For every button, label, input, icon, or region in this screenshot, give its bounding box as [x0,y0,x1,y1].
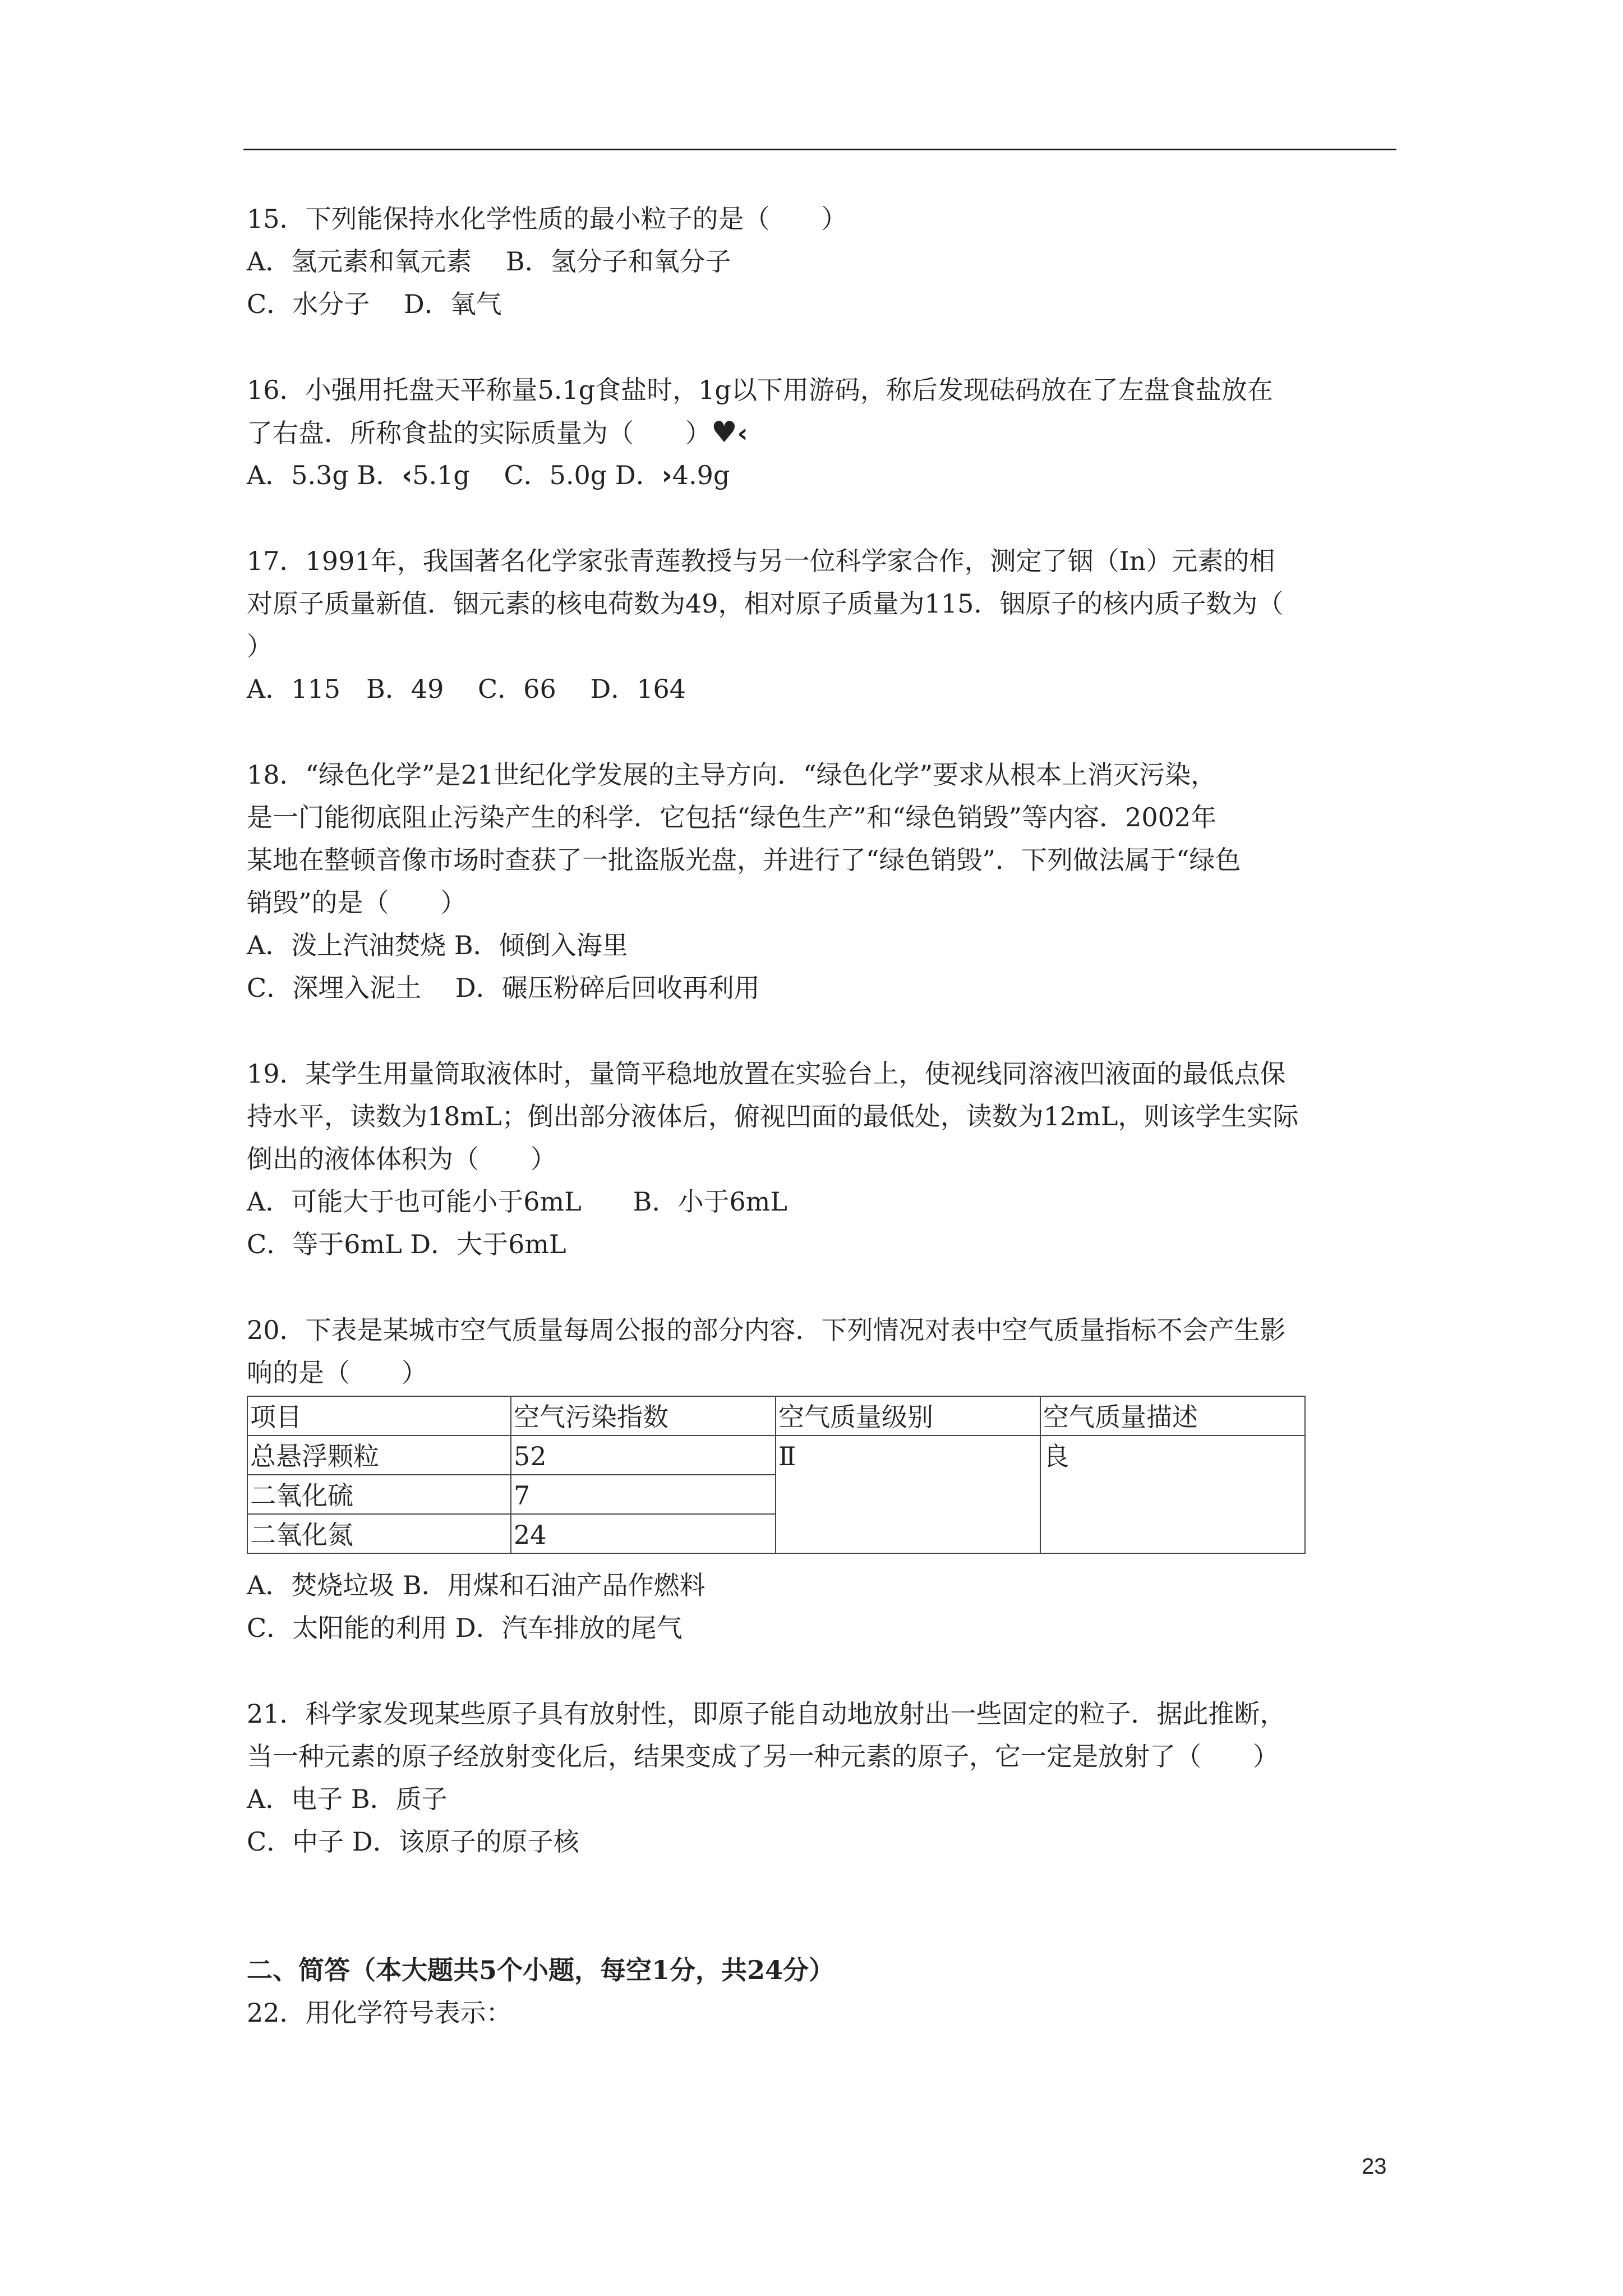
table-cell-item: 总悬浮颗粒 [247,1435,511,1475]
table-cell-description: 良 [1040,1435,1305,1553]
section-heading: 二、简答（本大题共5个小题，每空1分，共24分） [247,1955,835,1985]
q15-options-cd: C．水分子 D．氧气 [247,289,502,319]
q15-stem: 15．下列能保持水化学性质的最小粒子的是（ ） [247,204,847,234]
q19-line-1: 19．某学生用量筒取液体时，量筒平稳地放置在实验台上，使视线同溶液凹液面的最低点保 [247,1059,1286,1089]
table-header-cell: 项目 [247,1396,511,1435]
q19-line-2: 持水平，读数为18mL；倒出部分液体后，俯视凹面的最低处，读数为12mL，则该学生实际 [247,1101,1299,1131]
table-header-cell: 空气质量描述 [1040,1396,1305,1435]
q17-line-1: 17．1991年，我国著名化学家张青莲教授与另一位科学家合作，测定了铟（In）元素的相 [247,546,1275,576]
header-rule [243,149,1396,150]
q21-options-cd: C．中子 D．该原子的原子核 [247,1826,579,1857]
q22-stem: 22．用化学符号表示： [247,1998,512,2028]
q17-line-2: 对原子质量新值．铟元素的核电荷数为49，相对原子质量为115．铟原子的核内质子数为（ [247,588,1284,619]
q18-line-3: 某地在整顿音像市场时查获了一批盗版光盘，并进行了“绿色销毁”．下列做法属于“绿色 [247,845,1241,875]
air-quality-table [247,1396,1306,1554]
table-cell-item: 二氧化氮 [247,1514,511,1553]
table-row [247,1435,1305,1475]
less-than-symbol: ‹ [402,460,413,490]
table-cell-index: 7 [511,1475,776,1514]
q19-line-3: 倒出的液体体积为（ ） [247,1144,556,1174]
q20-options-ab: A．焚烧垃圾 B．用煤和石油产品作燃料 [247,1570,706,1600]
table-cell-index: 24 [511,1514,776,1553]
table-header-row [247,1396,1305,1435]
q18-line-1: 18．“绿色化学”是21世纪化学发展的主导方向．“绿色化学”要求从根本上消灭污染， [247,760,1217,790]
q18-options-cd: C．深埋入泥土 D．碾压粉碎后回收再利用 [247,973,760,1003]
table-header-cell: 空气质量级别 [776,1396,1040,1435]
q16-options: A．5.3g B．‹5.1g C．5.0g D．›4.9g [247,460,730,490]
page-number: 23 [1362,2154,1387,2179]
q21-line-1: 21．科学家发现某些原子具有放射性，即原子能自动地放射出一些固定的粒子．据此推断， [247,1699,1286,1729]
q18-line-2: 是一门能彻底阻止污染产生的科学．它包括“绿色生产”和“绿色销毁”等内容．2002年 [247,802,1217,832]
q16-line-2: 了右盘．所称食盐的实际质量为（ ）♥‹ [247,416,748,449]
q20-options-cd: C．太阳能的利用 D．汽车排放的尾气 [247,1613,683,1643]
q18-options-ab: A．泼上汽油焚烧 B．倾倒入海里 [247,930,628,960]
q21-options-ab: A．电子 B．质子 [247,1784,448,1814]
q18-line-4: 销毁”的是（ ） [247,887,467,918]
table-header-cell: 空气污染指数 [511,1396,776,1435]
table-cell-index: 52 [511,1435,776,1475]
q17-options: A．115 B．49 C．66 D．164 [247,674,686,704]
less-than-icon: ‹ [737,418,748,448]
q19-options-cd: C．等于6mL D．大于6mL [247,1229,566,1259]
q21-line-2: 当一种元素的原子经放射变化后，结果变成了另一种元素的原子，它一定是放射了（ ） [247,1741,1279,1772]
q17-line-3: ） [247,631,273,661]
table-cell-level: Ⅱ [776,1435,1040,1553]
heart-icon: ♥ [711,416,737,449]
table-cell-item: 二氧化硫 [247,1475,511,1514]
q19-options-ab: A．可能大于也可能小于6mL B．小于6mL [247,1186,787,1217]
q20-line-1: 20．下表是某城市空气质量每周公报的部分内容．下列情况对表中空气质量指标不会产生影 [247,1315,1286,1345]
greater-than-symbol: › [661,460,672,490]
q20-line-2: 响的是（ ） [247,1358,427,1388]
q15-options-ab: A．氢元素和氧元素 B．氢分子和氧分子 [247,246,731,277]
q16-line-1: 16．小强用托盘天平称量5.1g食盐时，1g以下用游码，称后发现砝码放在了左盘食盐放在 [247,375,1273,405]
